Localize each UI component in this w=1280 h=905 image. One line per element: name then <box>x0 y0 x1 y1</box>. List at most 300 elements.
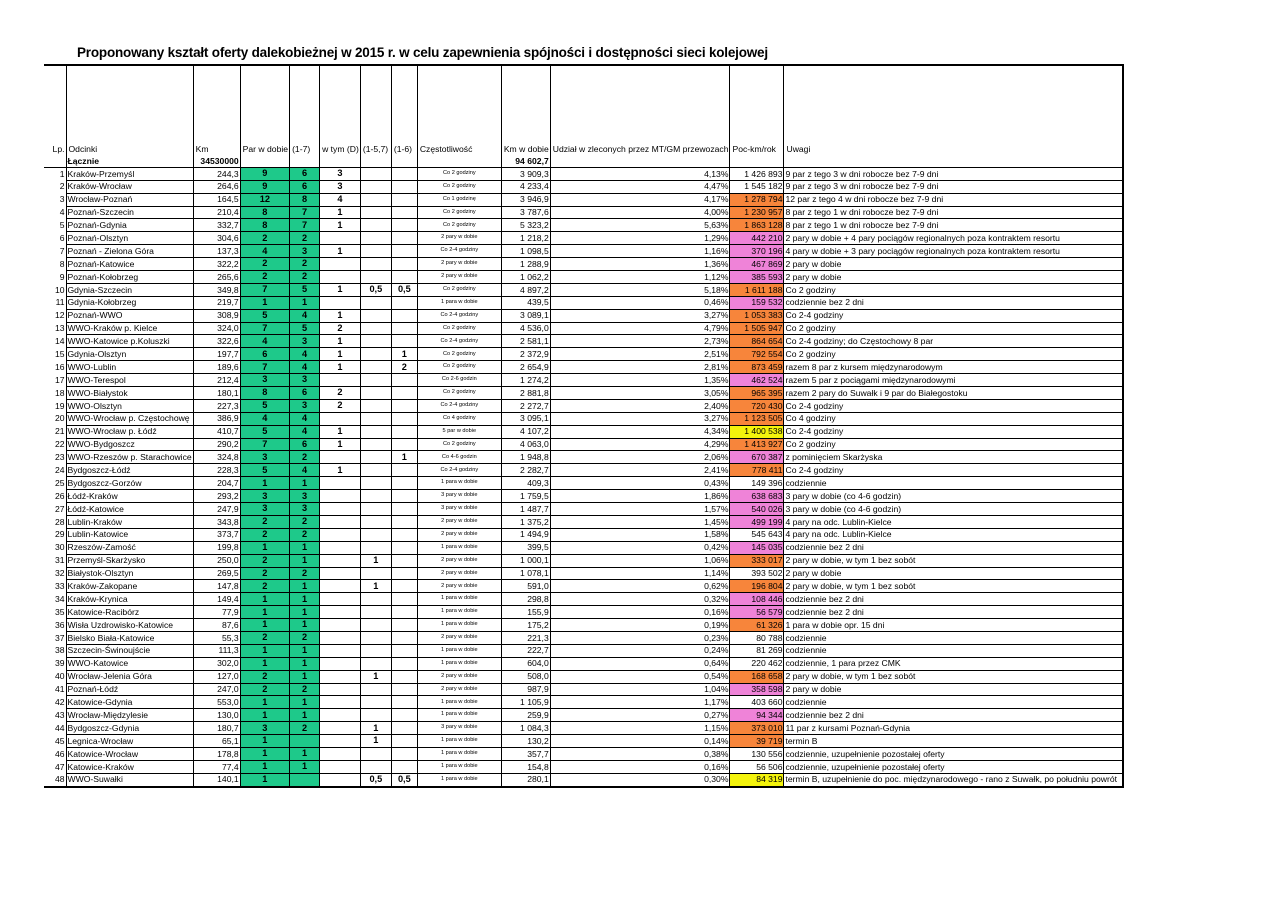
row-par: 2 <box>240 258 289 271</box>
row-km-w-dobie: 298,8 <box>501 593 550 606</box>
row-uwagi: codziennie bez 2 dni <box>784 606 1123 619</box>
row-km: 324,8 <box>193 451 240 464</box>
row-km-w-dobie: 1 078,1 <box>501 567 550 580</box>
row-par: 5 <box>240 309 289 322</box>
row-km-w-dobie: 1 000,1 <box>501 554 550 567</box>
row-odcinek: WWO-Wrocław p. Łódź <box>66 425 193 438</box>
row-par: 4 <box>240 412 289 425</box>
row-czestotliwosc: 3 pary w dobie <box>417 503 501 516</box>
row-km: 212,4 <box>193 374 240 387</box>
row-udzial: 0,32% <box>550 593 730 606</box>
row-czestotliwosc: 2 pary w dobie <box>417 670 501 683</box>
row-w-tym <box>320 657 361 670</box>
row-1-6 <box>391 515 417 528</box>
row-czestotliwosc: Co 4 godziny <box>417 412 501 425</box>
row-w-tym <box>320 773 361 786</box>
row-1-6 <box>391 760 417 773</box>
row-lp: 36 <box>44 619 66 632</box>
row-uwagi: codziennie bez 2 dni <box>784 541 1123 554</box>
row-czestotliwosc: 1 para w dobie <box>417 296 501 309</box>
row-udzial: 4,79% <box>550 322 730 335</box>
row-1-5-7 <box>360 258 391 271</box>
row-par: 7 <box>240 361 289 374</box>
row-uwagi: 2 pary w dobie, w tym 1 bez sobót <box>784 670 1123 683</box>
row-czestotliwosc: 2 pary w dobie <box>417 554 501 567</box>
row-lp: 7 <box>44 245 66 258</box>
row-poc-km: 61 326 <box>730 619 784 632</box>
row-km: 324,0 <box>193 322 240 335</box>
row-czestotliwosc: Co 2 godziny <box>417 167 501 180</box>
row-km-w-dobie: 2 272,7 <box>501 399 550 412</box>
table-row <box>44 477 1123 490</box>
row-1-7: 2 <box>290 631 320 644</box>
row-udzial: 2,51% <box>550 348 730 361</box>
table-row <box>44 245 1123 258</box>
row-udzial: 1,14% <box>550 567 730 580</box>
table-row <box>44 696 1123 709</box>
row-udzial: 0,38% <box>550 747 730 760</box>
row-odcinek: WWO-Wrocław p. Częstochowę <box>66 412 193 425</box>
row-1-7: 6 <box>290 438 320 451</box>
row-lp: 9 <box>44 271 66 284</box>
row-1-5-7 <box>360 515 391 528</box>
row-w-tym <box>320 296 361 309</box>
row-km: 65,1 <box>193 735 240 748</box>
table-row <box>44 348 1123 361</box>
row-1-5-7 <box>360 296 391 309</box>
row-1-7: 1 <box>290 619 320 632</box>
row-uwagi: 2 pary w dobie <box>784 271 1123 284</box>
row-km: 77,4 <box>193 760 240 773</box>
row-poc-km: 56 506 <box>730 760 784 773</box>
row-km-w-dobie: 4 233,4 <box>501 180 550 193</box>
row-w-tym <box>320 258 361 271</box>
row-lp: 6 <box>44 232 66 245</box>
row-1-7: 2 <box>290 451 320 464</box>
row-1-7: 1 <box>290 760 320 773</box>
row-1-5-7: 1 <box>360 722 391 735</box>
row-km: 349,8 <box>193 283 240 296</box>
row-odcinek: WWO-Katowice p.Koluszki <box>66 335 193 348</box>
row-odcinek: Bydgoszcz-Łódź <box>66 464 193 477</box>
row-poc-km: 358 598 <box>730 683 784 696</box>
row-lp: 4 <box>44 206 66 219</box>
table-row <box>44 567 1123 580</box>
row-w-tym <box>320 631 361 644</box>
row-udzial: 1,16% <box>550 245 730 258</box>
row-1-7: 2 <box>290 515 320 528</box>
table-row <box>44 541 1123 554</box>
row-1-5-7 <box>360 387 391 400</box>
row-udzial: 0,42% <box>550 541 730 554</box>
row-odcinek: Katowice-Kraków <box>66 760 193 773</box>
row-czestotliwosc: 2 pary w dobie <box>417 271 501 284</box>
table-row <box>44 580 1123 593</box>
row-1-5-7 <box>360 180 391 193</box>
row-1-5-7 <box>360 747 391 760</box>
row-1-5-7 <box>360 451 391 464</box>
row-odcinek: Bydgoszcz-Gdynia <box>66 722 193 735</box>
row-par: 1 <box>240 760 289 773</box>
table-row <box>44 670 1123 683</box>
row-1-7: 4 <box>290 309 320 322</box>
row-poc-km: 545 643 <box>730 528 784 541</box>
row-lp: 47 <box>44 760 66 773</box>
row-1-6 <box>391 747 417 760</box>
row-poc-km: 720 430 <box>730 399 784 412</box>
row-w-tym: 3 <box>320 180 361 193</box>
row-w-tym <box>320 735 361 748</box>
row-km-w-dobie: 3 946,9 <box>501 193 550 206</box>
row-km-w-dobie: 987,9 <box>501 683 550 696</box>
row-km-w-dobie: 3 787,6 <box>501 206 550 219</box>
row-czestotliwosc: Co 2 godziny <box>417 322 501 335</box>
row-1-6 <box>391 464 417 477</box>
row-poc-km: 370 196 <box>730 245 784 258</box>
row-uwagi: Co 2 godziny <box>784 283 1123 296</box>
row-uwagi: 9 par z tego 3 w dni robocze bez 7-9 dni <box>784 167 1123 180</box>
row-km: 210,4 <box>193 206 240 219</box>
row-czestotliwosc: 3 pary w dobie <box>417 722 501 735</box>
row-udzial: 4,29% <box>550 438 730 451</box>
row-1-6 <box>391 296 417 309</box>
row-odcinek: Katowice-Wrocław <box>66 747 193 760</box>
row-uwagi: 2 pary w dobie <box>784 683 1123 696</box>
row-poc-km: 1 123 505 <box>730 412 784 425</box>
row-poc-km: 1 230 957 <box>730 206 784 219</box>
row-poc-km: 168 658 <box>730 670 784 683</box>
row-lp: 33 <box>44 580 66 593</box>
row-czestotliwosc: Co 1 godzinę <box>417 193 501 206</box>
row-1-5-7: 0,5 <box>360 773 391 786</box>
row-km: 219,7 <box>193 296 240 309</box>
row-czestotliwosc: 1 para w dobie <box>417 593 501 606</box>
row-1-7: 3 <box>290 245 320 258</box>
row-par: 2 <box>240 554 289 567</box>
row-odcinek: WWO-Rzeszów p. Starachowice <box>67 452 192 463</box>
row-par: 5 <box>240 425 289 438</box>
row-km-w-dobie: 175,2 <box>501 619 550 632</box>
row-par: 2 <box>240 631 289 644</box>
table-row <box>44 296 1123 309</box>
row-km: 197,7 <box>193 348 240 361</box>
row-czestotliwosc: Co 2 godziny <box>417 206 501 219</box>
row-1-5-7 <box>360 567 391 580</box>
row-par: 1 <box>240 709 289 722</box>
row-lp: 3 <box>44 193 66 206</box>
row-km-w-dobie: 1 084,3 <box>501 722 550 735</box>
row-1-6 <box>391 387 417 400</box>
table-row <box>44 528 1123 541</box>
row-uwagi: Co 2 godziny <box>784 322 1123 335</box>
row-1-7: 6 <box>290 167 320 180</box>
row-1-6 <box>391 644 417 657</box>
row-1-7: 5 <box>290 283 320 296</box>
row-odcinek: Poznań-Szczecin <box>66 206 193 219</box>
row-par: 8 <box>240 219 289 232</box>
row-lp: 34 <box>44 593 66 606</box>
row-1-6 <box>391 232 417 245</box>
row-udzial: 1,36% <box>550 258 730 271</box>
row-poc-km: 442 210 <box>730 232 784 245</box>
row-czestotliwosc: 2 pary w dobie <box>417 515 501 528</box>
table-row <box>44 322 1123 335</box>
row-1-5-7: 1 <box>360 554 391 567</box>
row-km: 55,3 <box>193 631 240 644</box>
row-uwagi: 12 par z tego 4 w dni robocze bez 7-9 dni <box>784 193 1123 206</box>
row-1-5-7 <box>360 335 391 348</box>
row-w-tym: 1 <box>320 361 361 374</box>
row-lp: 29 <box>44 528 66 541</box>
row-w-tym <box>320 412 361 425</box>
row-km: 189,6 <box>193 361 240 374</box>
row-w-tym <box>320 760 361 773</box>
row-udzial: 0,19% <box>550 619 730 632</box>
row-km: 293,2 <box>193 490 240 503</box>
row-km: 386,9 <box>193 412 240 425</box>
header-w-tym: w tym (D) <box>320 65 361 155</box>
row-1-6 <box>391 567 417 580</box>
row-1-7: 5 <box>290 322 320 335</box>
row-uwagi: razem 5 par z pociągami międzynarodowymi <box>784 374 1123 387</box>
row-uwagi: Co 2 godziny <box>784 438 1123 451</box>
row-1-5-7 <box>360 696 391 709</box>
row-par: 6 <box>240 348 289 361</box>
row-1-5-7 <box>360 219 391 232</box>
row-1-7: 1 <box>290 580 320 593</box>
row-km-w-dobie: 591,0 <box>501 580 550 593</box>
row-w-tym: 1 <box>320 464 361 477</box>
row-czestotliwosc: Co 2 godziny <box>417 219 501 232</box>
row-par: 1 <box>240 541 289 554</box>
row-1-7: 3 <box>290 335 320 348</box>
row-par: 1 <box>240 696 289 709</box>
row-1-5-7 <box>360 271 391 284</box>
row-1-7: 1 <box>290 554 320 567</box>
row-uwagi: 2 pary w dobie, w tym 1 bez sobót <box>784 554 1123 567</box>
row-w-tym: 1 <box>320 335 361 348</box>
row-km-w-dobie: 4 107,2 <box>501 425 550 438</box>
row-odcinek: Przemyśl-Skarżysko <box>66 554 193 567</box>
row-1-6 <box>391 554 417 567</box>
row-km: 204,7 <box>193 477 240 490</box>
row-w-tym <box>320 374 361 387</box>
row-lp: 38 <box>44 644 66 657</box>
row-1-6: 2 <box>391 361 417 374</box>
row-odcinek: Wrocław-Międzylesie <box>66 709 193 722</box>
table-row <box>44 644 1123 657</box>
row-uwagi: 1 para w dobie opr. 15 dni <box>784 619 1123 632</box>
row-1-5-7 <box>360 541 391 554</box>
row-km-w-dobie: 1 098,5 <box>501 245 550 258</box>
row-1-6 <box>391 193 417 206</box>
row-1-7: 4 <box>290 464 320 477</box>
row-km: 180,7 <box>193 722 240 735</box>
row-par: 2 <box>240 271 289 284</box>
row-1-5-7 <box>360 232 391 245</box>
row-par: 9 <box>240 167 289 180</box>
row-w-tym: 2 <box>320 322 361 335</box>
totals-row <box>44 155 1123 167</box>
row-km-w-dobie: 154,8 <box>501 760 550 773</box>
row-1-6 <box>391 258 417 271</box>
row-poc-km: 499 199 <box>730 515 784 528</box>
row-poc-km: 94 344 <box>730 709 784 722</box>
row-uwagi: 2 pary w dobie + 4 pary pociągów regionalnych poza kontraktem resortu <box>784 232 1123 245</box>
row-1-6 <box>391 683 417 696</box>
row-poc-km: 873 459 <box>730 361 784 374</box>
header-lp: Lp. <box>44 65 66 155</box>
row-km: 304,6 <box>193 232 240 245</box>
row-km: 77,9 <box>193 606 240 619</box>
row-w-tym <box>320 528 361 541</box>
row-1-6 <box>391 606 417 619</box>
totals-km-w-dobie: 94 602,7 <box>501 155 550 167</box>
row-poc-km: 638 683 <box>730 490 784 503</box>
row-km-w-dobie: 1 487,7 <box>501 503 550 516</box>
row-czestotliwosc: 5 par w dobie <box>417 425 501 438</box>
row-uwagi: 3 pary w dobie (co 4-6 godzin) <box>784 490 1123 503</box>
row-uwagi: 2 pary w dobie, w tym 1 bez sobót <box>784 580 1123 593</box>
row-km-w-dobie: 604,0 <box>501 657 550 670</box>
table-row <box>44 606 1123 619</box>
row-udzial: 4,00% <box>550 206 730 219</box>
table-row <box>44 554 1123 567</box>
row-par: 2 <box>240 232 289 245</box>
row-par: 1 <box>240 296 289 309</box>
row-km-w-dobie: 399,5 <box>501 541 550 554</box>
row-par: 2 <box>240 683 289 696</box>
row-km: 178,8 <box>193 747 240 760</box>
row-poc-km: 1 400 538 <box>730 425 784 438</box>
row-czestotliwosc: Co 2 godziny <box>417 283 501 296</box>
row-par: 1 <box>240 773 289 786</box>
row-km: 127,0 <box>193 670 240 683</box>
row-1-6 <box>391 374 417 387</box>
row-par: 1 <box>240 477 289 490</box>
header-row <box>44 65 1123 155</box>
row-w-tym <box>320 580 361 593</box>
row-odcinek: Poznań-WWO <box>66 309 193 322</box>
row-lp: 44 <box>44 722 66 735</box>
row-uwagi: Co 2-4 godziny <box>784 309 1123 322</box>
row-km: 130,0 <box>193 709 240 722</box>
row-udzial: 0,14% <box>550 735 730 748</box>
row-par: 7 <box>240 438 289 451</box>
row-km-w-dobie: 130,2 <box>501 735 550 748</box>
row-w-tym: 1 <box>320 245 361 258</box>
row-lp: 12 <box>44 309 66 322</box>
row-czestotliwosc: Co 2 godziny <box>417 361 501 374</box>
row-1-5-7: 1 <box>360 580 391 593</box>
row-km: 322,2 <box>193 258 240 271</box>
row-1-5-7 <box>360 193 391 206</box>
row-km-w-dobie: 409,3 <box>501 477 550 490</box>
row-1-7: 2 <box>290 567 320 580</box>
table-row <box>44 425 1123 438</box>
row-odcinek: Gdynia-Szczecin <box>66 283 193 296</box>
row-km: 111,3 <box>193 644 240 657</box>
offer-table <box>44 64 1124 788</box>
row-odcinek: Wrocław-Poznań <box>66 193 193 206</box>
row-udzial: 0,43% <box>550 477 730 490</box>
table-row <box>44 438 1123 451</box>
row-uwagi: razem 8 par z kursem międzynarodowym <box>784 361 1123 374</box>
row-par: 9 <box>240 180 289 193</box>
row-par: 4 <box>240 245 289 258</box>
row-1-5-7 <box>360 464 391 477</box>
row-lp: 23 <box>44 451 66 464</box>
table-row <box>44 490 1123 503</box>
table-row <box>44 619 1123 632</box>
row-udzial: 0,54% <box>550 670 730 683</box>
row-czestotliwosc: 2 pary w dobie <box>417 580 501 593</box>
row-km: 180,1 <box>193 387 240 400</box>
row-czestotliwosc: 1 para w dobie <box>417 541 501 554</box>
row-odcinek: Szczecin-Świnoujście <box>66 644 193 657</box>
row-lp: 10 <box>44 283 66 296</box>
row-udzial: 1,29% <box>550 232 730 245</box>
row-km-w-dobie: 3 089,1 <box>501 309 550 322</box>
row-par: 1 <box>240 657 289 670</box>
row-lp: 18 <box>44 387 66 400</box>
row-1-7: 1 <box>290 657 320 670</box>
row-km: 250,0 <box>193 554 240 567</box>
row-par: 3 <box>240 374 289 387</box>
row-czestotliwosc: 3 pary w dobie <box>417 490 501 503</box>
row-czestotliwosc: 2 pary w dobie <box>417 683 501 696</box>
row-odcinek: WWO-Kraków p. Kielce <box>66 322 193 335</box>
row-1-5-7 <box>360 709 391 722</box>
row-1-6 <box>391 477 417 490</box>
row-1-7: 4 <box>290 412 320 425</box>
row-km-w-dobie: 1 105,9 <box>501 696 550 709</box>
row-uwagi: z pominięciem Skarżyska <box>784 451 1123 464</box>
row-odcinek: WWO-Olsztyn <box>66 399 193 412</box>
row-odcinek: Kraków-Krynica <box>66 593 193 606</box>
row-km: 147,8 <box>193 580 240 593</box>
row-poc-km: 84 319 <box>730 773 784 786</box>
row-udzial: 0,30% <box>550 773 730 786</box>
row-1-6: 1 <box>391 451 417 464</box>
row-odcinek: Poznań-Gdynia <box>66 219 193 232</box>
row-udzial: 1,04% <box>550 683 730 696</box>
row-1-5-7: 1 <box>360 735 391 748</box>
row-par: 4 <box>240 335 289 348</box>
row-lp: 41 <box>44 683 66 696</box>
table-row <box>44 258 1123 271</box>
row-1-7: 2 <box>290 528 320 541</box>
row-odcinek: Wrocław-Jelenia Góra <box>66 670 193 683</box>
row-km-w-dobie: 1 274,2 <box>501 374 550 387</box>
row-1-6 <box>391 309 417 322</box>
row-km: 332,7 <box>193 219 240 232</box>
row-lp: 45 <box>44 735 66 748</box>
row-uwagi: codziennie <box>784 644 1123 657</box>
row-w-tym <box>320 451 361 464</box>
row-udzial: 1,17% <box>550 696 730 709</box>
row-uwagi: razem 2 pary do Suwałk i 9 par do Białegostoku <box>784 387 1123 400</box>
row-uwagi: codziennie, uzupełnienie pozostałej oferty <box>784 760 1123 773</box>
table-row <box>44 735 1123 748</box>
row-w-tym <box>320 644 361 657</box>
row-odcinek: Katowice-Gdynia <box>66 696 193 709</box>
table-row <box>44 193 1123 206</box>
row-odcinek: Białystok-Olsztyn <box>66 567 193 580</box>
row-poc-km: 1 426 893 <box>730 167 784 180</box>
row-lp: 16 <box>44 361 66 374</box>
row-poc-km: 1 053 383 <box>730 309 784 322</box>
